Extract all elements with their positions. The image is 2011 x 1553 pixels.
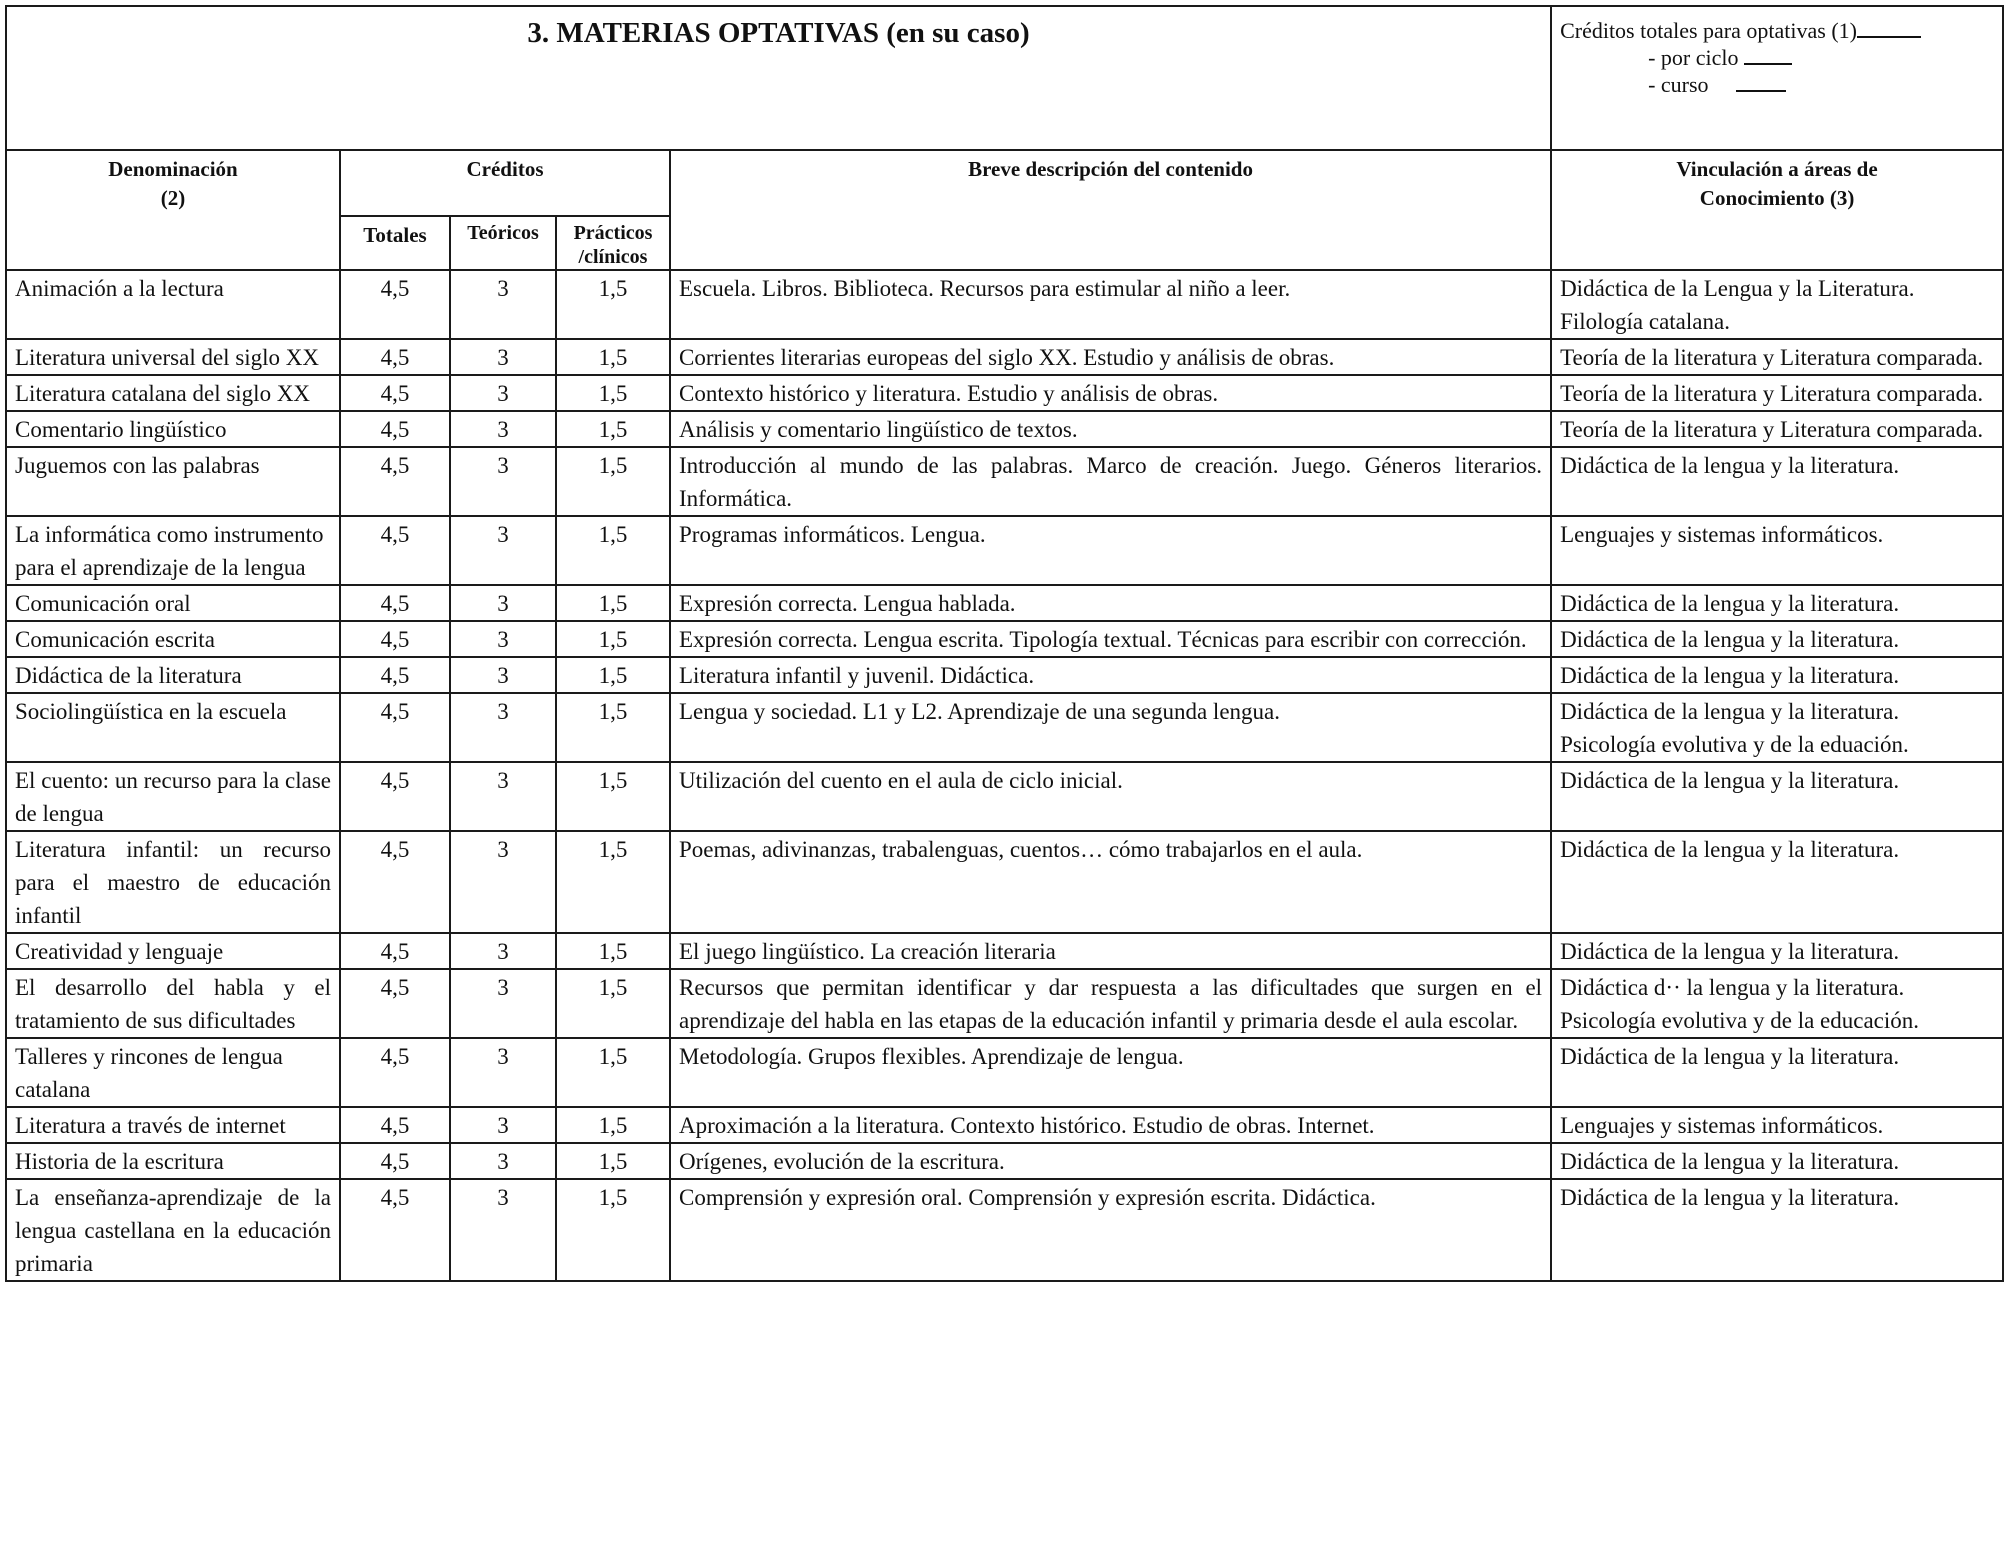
subject-name: Comunicación oral bbox=[6, 585, 340, 621]
credits-practicos: 1,5 bbox=[556, 762, 670, 831]
credits-teoricos: 3 bbox=[450, 831, 556, 933]
subject-name: El desarrollo del habla y el tratamiento de sus dificultades bbox=[6, 969, 340, 1038]
subject-name: La informática como instrumento para el aprendizaje de la lengua bbox=[6, 516, 340, 585]
knowledge-area-line: Teoría de la literatura y Literatura comparada. bbox=[1560, 381, 1984, 406]
knowledge-area-line: Lenguajes y sistemas informáticos. bbox=[1560, 522, 1884, 547]
knowledge-area bbox=[1551, 375, 2003, 411]
credits-teoricos: 3 bbox=[450, 1107, 556, 1143]
subject-name: Literatura catalana del siglo XX bbox=[6, 375, 340, 411]
content-description: Introducción al mundo de las palabras. Marco de creación. Juego. Géneros literarios. Informática. bbox=[670, 447, 1551, 516]
credits-practicos: 1,5 bbox=[556, 831, 670, 933]
credits-totales: 4,5 bbox=[340, 657, 450, 693]
content-description: Poemas, adivinanzas, trabalenguas, cuentos… cómo trabajarlos en el aula. bbox=[670, 831, 1551, 933]
subject-name: Historia de la escritura bbox=[6, 1143, 340, 1179]
credits-teoricos: 3 bbox=[450, 693, 556, 762]
knowledge-area bbox=[1551, 657, 2003, 693]
knowledge-area-line: Didáctica de la Lengua y la Literatura. bbox=[1560, 276, 1915, 301]
table-row bbox=[6, 657, 2003, 693]
per-cycle-blank bbox=[1744, 47, 1792, 65]
credits-totales: 4,5 bbox=[340, 1143, 450, 1179]
credits-summary-box bbox=[1551, 6, 2003, 150]
credits-totales: 4,5 bbox=[340, 1038, 450, 1107]
knowledge-area-line: Psicología evolutiva y de la eduación. bbox=[1560, 732, 1909, 757]
content-description: Orígenes, evolución de la escritura. bbox=[670, 1143, 1551, 1179]
knowledge-area bbox=[1551, 1038, 2003, 1107]
knowledge-area bbox=[1551, 621, 2003, 657]
table-row bbox=[6, 621, 2003, 657]
knowledge-area bbox=[1551, 270, 2003, 339]
content-description: Aproximación a la literatura. Contexto histórico. Estudio de obras. Internet. bbox=[670, 1107, 1551, 1143]
table-row bbox=[6, 585, 2003, 621]
knowledge-area bbox=[1551, 969, 2003, 1038]
knowledge-area bbox=[1551, 447, 2003, 516]
subject-name: Animación a la lectura bbox=[6, 270, 340, 339]
table-row bbox=[6, 1038, 2003, 1107]
knowledge-area-line: Didáctica de la lengua y la literatura. bbox=[1560, 699, 1900, 724]
credits-practicos: 1,5 bbox=[556, 1179, 670, 1281]
credits-totales: 4,5 bbox=[340, 585, 450, 621]
vinculacion-label-2: Conocimiento (3) bbox=[1699, 186, 1855, 210]
knowledge-area bbox=[1551, 762, 2003, 831]
knowledge-area bbox=[1551, 585, 2003, 621]
subject-name: Literatura a través de internet bbox=[6, 1107, 340, 1143]
credits-practicos: 1,5 bbox=[556, 411, 670, 447]
credits-totales: 4,5 bbox=[340, 447, 450, 516]
table-row bbox=[6, 411, 2003, 447]
credits-totales: 4,5 bbox=[340, 969, 450, 1038]
content-description: Utilización del cuento en el aula de ciclo inicial. bbox=[670, 762, 1551, 831]
credits-practicos: 1,5 bbox=[556, 516, 670, 585]
course-label: - curso bbox=[1648, 72, 1709, 97]
content-description: Metodología. Grupos flexibles. Aprendizaje de lengua. bbox=[670, 1038, 1551, 1107]
column-header-descripcion: Breve descripción del contenido bbox=[670, 150, 1551, 270]
knowledge-area-line: Teoría de la literatura y Literatura comparada. bbox=[1560, 345, 1984, 370]
credits-practicos: 1,5 bbox=[556, 375, 670, 411]
knowledge-area-line: Filología catalana. bbox=[1560, 309, 1730, 334]
title-row bbox=[6, 6, 2003, 150]
credits-teoricos: 3 bbox=[450, 270, 556, 339]
content-description: Expresión correcta. Lengua hablada. bbox=[670, 585, 1551, 621]
credits-practicos: 1,5 bbox=[556, 1143, 670, 1179]
content-description: Expresión correcta. Lengua escrita. Tipología textual. Técnicas para escribir con corrección. bbox=[670, 621, 1551, 657]
per-cycle-line bbox=[1560, 44, 1996, 71]
credits-totales: 4,5 bbox=[340, 339, 450, 375]
column-header-row bbox=[6, 150, 2003, 216]
credits-teoricos: 3 bbox=[450, 411, 556, 447]
table-row bbox=[6, 270, 2003, 339]
document-page bbox=[5, 5, 2002, 1282]
credits-totales: 4,5 bbox=[340, 1107, 450, 1143]
table-row bbox=[6, 933, 2003, 969]
knowledge-area bbox=[1551, 411, 2003, 447]
credits-practicos: 1,5 bbox=[556, 1107, 670, 1143]
credits-practicos: 1,5 bbox=[556, 621, 670, 657]
column-header-denominacion bbox=[6, 150, 340, 270]
credits-teoricos: 3 bbox=[450, 375, 556, 411]
subject-name: Didáctica de la literatura bbox=[6, 657, 340, 693]
credits-teoricos: 3 bbox=[450, 585, 556, 621]
credits-totales: 4,5 bbox=[340, 516, 450, 585]
knowledge-area-line: Didáctica de la lengua y la literatura. bbox=[1560, 837, 1900, 862]
credits-teoricos: 3 bbox=[450, 969, 556, 1038]
knowledge-area bbox=[1551, 516, 2003, 585]
column-header-creditos: Créditos bbox=[340, 150, 670, 216]
subject-name: Talleres y rincones de lengua catalana bbox=[6, 1038, 340, 1107]
table-row bbox=[6, 762, 2003, 831]
knowledge-area-line: Didáctica de la lengua y la literatura. bbox=[1560, 768, 1900, 793]
knowledge-area-line: Didáctica de la lengua y la literatura. bbox=[1560, 939, 1900, 964]
credits-teoricos: 3 bbox=[450, 621, 556, 657]
table-row bbox=[6, 831, 2003, 933]
column-header-practicos bbox=[556, 216, 670, 270]
credits-teoricos: 3 bbox=[450, 657, 556, 693]
credits-totales: 4,5 bbox=[340, 270, 450, 339]
column-header-vinculacion bbox=[1551, 150, 2003, 270]
credits-totales: 4,5 bbox=[340, 411, 450, 447]
table-row bbox=[6, 1179, 2003, 1281]
subject-name: Sociolingüística en la escuela bbox=[6, 693, 340, 762]
credits-totales: 4,5 bbox=[340, 762, 450, 831]
knowledge-area-line: Didáctica de la lengua y la literatura. bbox=[1560, 1185, 1900, 1210]
table-row bbox=[6, 693, 2003, 762]
credits-teoricos: 3 bbox=[450, 762, 556, 831]
knowledge-area-line: Didáctica de la lengua y la literatura. bbox=[1560, 663, 1900, 688]
credits-practicos: 1,5 bbox=[556, 969, 670, 1038]
vinculacion-label: Vinculación a áreas de bbox=[1676, 157, 1878, 181]
subject-name: Literatura infantil: un recurso para el maestro de educación infantil bbox=[6, 831, 340, 933]
table-row bbox=[6, 339, 2003, 375]
knowledge-area bbox=[1551, 693, 2003, 762]
knowledge-area-line: Lenguajes y sistemas informáticos. bbox=[1560, 1113, 1884, 1138]
optativas-table bbox=[5, 5, 2004, 1282]
credits-practicos: 1,5 bbox=[556, 1038, 670, 1107]
credits-totales: 4,5 bbox=[340, 375, 450, 411]
table-row bbox=[6, 375, 2003, 411]
credits-practicos: 1,5 bbox=[556, 447, 670, 516]
knowledge-area bbox=[1551, 831, 2003, 933]
credits-teoricos: 3 bbox=[450, 516, 556, 585]
denominacion-label: Denominación bbox=[108, 157, 238, 181]
content-description: Literatura infantil y juvenil. Didáctica. bbox=[670, 657, 1551, 693]
credits-practicos: 1,5 bbox=[556, 657, 670, 693]
knowledge-area bbox=[1551, 1107, 2003, 1143]
credits-totales: 4,5 bbox=[340, 621, 450, 657]
credits-practicos: 1,5 bbox=[556, 585, 670, 621]
credits-practicos: 1,5 bbox=[556, 693, 670, 762]
subject-name: Comunicación escrita bbox=[6, 621, 340, 657]
denominacion-note: (2) bbox=[160, 186, 186, 210]
course-blank bbox=[1736, 74, 1786, 92]
knowledge-area-line: Teoría de la literatura y Literatura comparada. bbox=[1560, 417, 1984, 442]
knowledge-area-line: Didáctica d·· la lengua y la literatura. bbox=[1560, 975, 1905, 1000]
credits-total-line bbox=[1560, 17, 1996, 44]
content-description: Comprensión y expresión oral. Comprensión y expresión escrita. Didáctica. bbox=[670, 1179, 1551, 1281]
content-description: Contexto histórico y literatura. Estudio y análisis de obras. bbox=[670, 375, 1551, 411]
credits-teoricos: 3 bbox=[450, 1143, 556, 1179]
course-line bbox=[1560, 71, 1996, 98]
content-description: Programas informáticos. Lengua. bbox=[670, 516, 1551, 585]
credits-total-blank bbox=[1857, 20, 1921, 38]
content-description: El juego lingüístico. La creación literaria bbox=[670, 933, 1551, 969]
subject-name: Comentario lingüístico bbox=[6, 411, 340, 447]
table-body bbox=[6, 270, 2003, 1281]
credits-totales: 4,5 bbox=[340, 693, 450, 762]
table-row bbox=[6, 969, 2003, 1038]
subject-name: El cuento: un recurso para la clase de lengua bbox=[6, 762, 340, 831]
column-header-teoricos: Teóricos bbox=[450, 216, 556, 270]
table-row bbox=[6, 447, 2003, 516]
credits-totales: 4,5 bbox=[340, 1179, 450, 1281]
credits-teoricos: 3 bbox=[450, 339, 556, 375]
credits-totales: 4,5 bbox=[340, 933, 450, 969]
knowledge-area-line: Psicología evolutiva y de la educación. bbox=[1560, 1008, 1920, 1033]
knowledge-area-line: Didáctica de la lengua y la literatura. bbox=[1560, 1149, 1900, 1174]
credits-practicos: 1,5 bbox=[556, 270, 670, 339]
content-description: Lengua y sociedad. L1 y L2. Aprendizaje de una segunda lengua. bbox=[670, 693, 1551, 762]
credits-teoricos: 3 bbox=[450, 1038, 556, 1107]
credits-total-label: Créditos totales para optativas (1) bbox=[1560, 18, 1857, 43]
credits-practicos: 1,5 bbox=[556, 339, 670, 375]
knowledge-area-line: Didáctica de la lengua y la literatura. bbox=[1560, 1044, 1900, 1069]
subject-name: Creatividad y lenguaje bbox=[6, 933, 340, 969]
knowledge-area-line: Didáctica de la lengua y la literatura. bbox=[1560, 627, 1900, 652]
practicos-label-2: /clínicos bbox=[578, 246, 648, 268]
content-description: Corrientes literarias europeas del siglo XX. Estudio y análisis de obras. bbox=[670, 339, 1551, 375]
page-title: 3. MATERIAS OPTATIVAS (en su caso) bbox=[6, 6, 1551, 150]
per-cycle-label: - por ciclo bbox=[1648, 45, 1739, 70]
subject-name: Juguemos con las palabras bbox=[6, 447, 340, 516]
knowledge-area bbox=[1551, 1143, 2003, 1179]
table-row bbox=[6, 516, 2003, 585]
credits-totales: 4,5 bbox=[340, 831, 450, 933]
content-description: Análisis y comentario lingüístico de textos. bbox=[670, 411, 1551, 447]
credits-teoricos: 3 bbox=[450, 447, 556, 516]
knowledge-area-line: Didáctica de la lengua y la literatura. bbox=[1560, 453, 1900, 478]
credits-teoricos: 3 bbox=[450, 1179, 556, 1281]
practicos-label: Prácticos bbox=[573, 222, 653, 244]
content-description: Escuela. Libros. Biblioteca. Recursos para estimular al niño a leer. bbox=[670, 270, 1551, 339]
subject-name: Literatura universal del siglo XX bbox=[6, 339, 340, 375]
knowledge-area bbox=[1551, 933, 2003, 969]
table-row bbox=[6, 1107, 2003, 1143]
content-description: Recursos que permitan identificar y dar respuesta a las dificultades que surgen en el aprendizaje del habla en las etapas de la educación infantil y primaria desde el aula escolar. bbox=[670, 969, 1551, 1038]
knowledge-area bbox=[1551, 339, 2003, 375]
subject-name: La enseñanza-aprendizaje de la lengua castellana en la educación primaria bbox=[6, 1179, 340, 1281]
knowledge-area-line: Didáctica de la lengua y la literatura. bbox=[1560, 591, 1900, 616]
credits-teoricos: 3 bbox=[450, 933, 556, 969]
column-header-totales: Totales bbox=[340, 216, 450, 270]
credits-practicos: 1,5 bbox=[556, 933, 670, 969]
knowledge-area bbox=[1551, 1179, 2003, 1281]
table-row bbox=[6, 1143, 2003, 1179]
